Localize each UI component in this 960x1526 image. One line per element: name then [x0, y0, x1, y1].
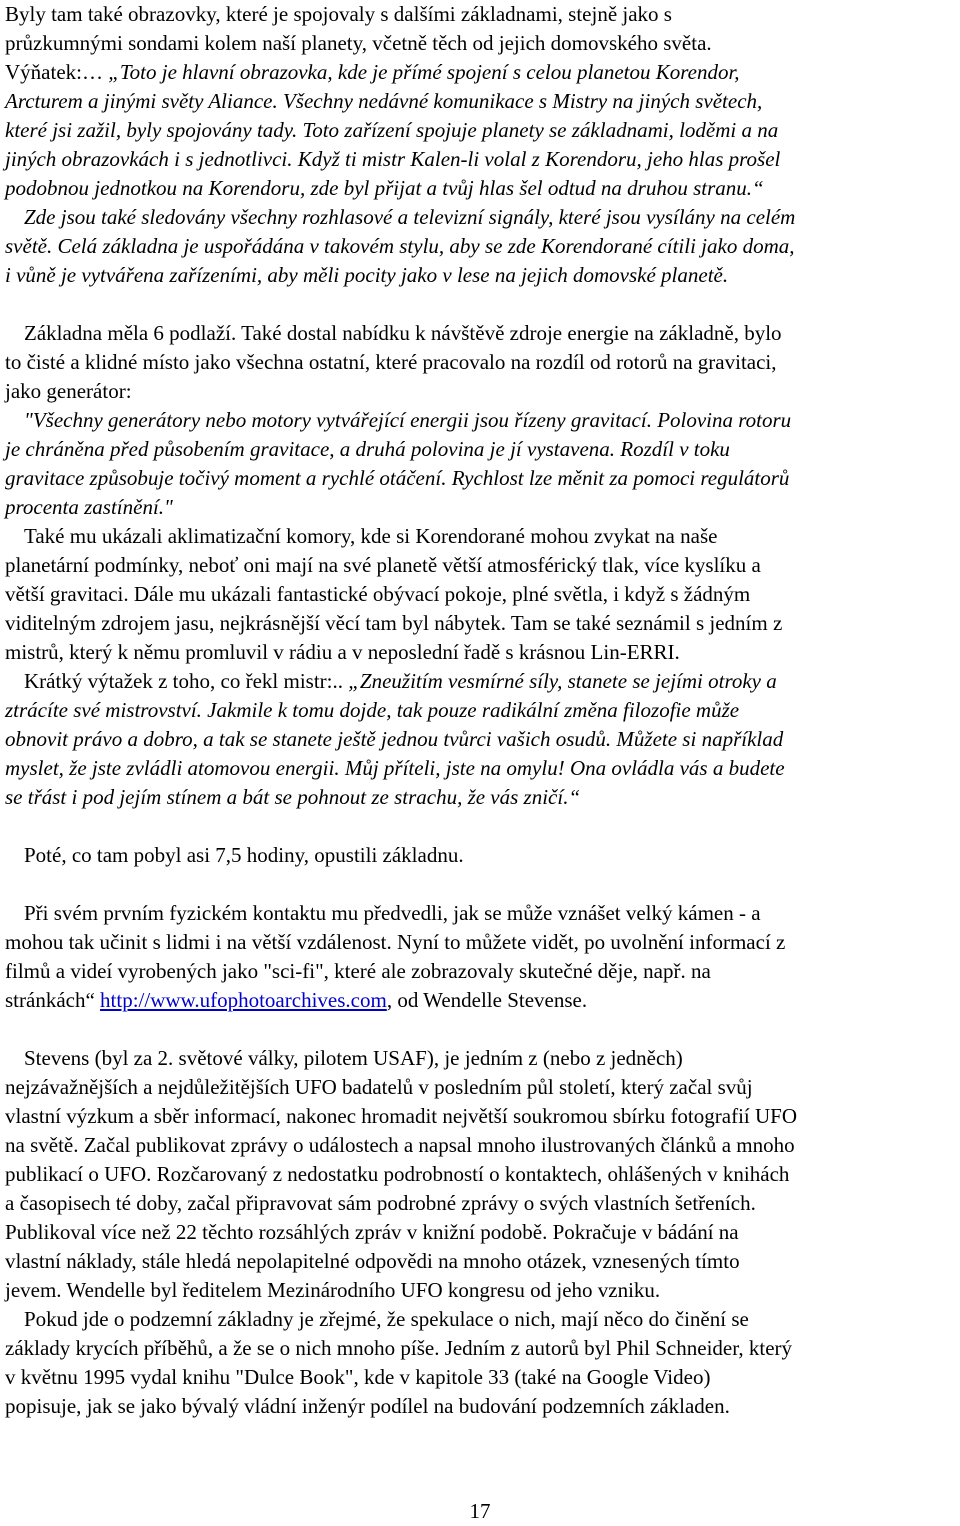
text-line: obnovit právo a dobro, a tak se stanete ještě jednou tvůrci vašich osudů. Můžete si například — [5, 727, 784, 751]
text-line: to čisté a klidné místo jako všechna ostatní, které pracovalo na rozdíl od rotorů na gravitaci, — [5, 350, 777, 374]
text-line: popisuje, jak se jako bývalý vládní inženýr podílel na budování podzemních základen. — [5, 1394, 730, 1418]
text-line: vlastní náklady, stále hledá nepolapitelné odpovědi na mnoho otázek, vznesených tímto — [5, 1249, 740, 1273]
text-line: na světě. Začal publikovat zprávy o událostech a napsal mnoho ilustrovaných článků a mnoho — [5, 1133, 795, 1157]
text-line: i vůně je vytvářena zařízeními, aby měli pocity jako v lese na jejich domovské planetě. — [5, 263, 729, 287]
text-line: Poté, co tam pobyl asi 7,5 hodiny, opustili základnu. — [24, 843, 464, 867]
text-line: vlastní výzkum a sběr informací, nakonec hromadit největší soukromou sbírku fotografií UFO — [5, 1104, 798, 1128]
text-line: publikací o UFO. Rozčarovaný z nedostatku podrobností o kontaktech, ohlášených v knihách — [5, 1162, 790, 1186]
text-line: Publikoval více než 22 těchto rozsáhlých zpráv v knižní podobě. Pokračuje v bádání na — [5, 1220, 739, 1244]
text-line: Arcturem a jinými světy Aliance. Všechny nedávné komunikace s Mistry na jiných světech, — [5, 89, 763, 113]
text-line: Při svém prvním fyzickém kontaktu mu předvedli, jak se může vznášet velký kámen - a — [24, 901, 761, 925]
text-line: ztrácíte své mistrovství. Jakmile k tomu dojde, tak pouze radikální změna filozofie může — [5, 698, 740, 722]
text-line: jevem. Wendelle byl ředitelem Mezinárodního UFO kongresu od jeho vzniku. — [5, 1278, 661, 1302]
text-line: myslet, že jste zvládli atomovou energii. Můj příteli, jste na omylu! Ona ovládla vás a budete — [5, 756, 785, 780]
text-line: v květnu 1995 vydal knihu "Dulce Book", kde v kapitole 33 (také na Google Video) — [5, 1365, 711, 1389]
text-line: Zde jsou také sledovány všechny rozhlasové a televizní signály, které jsou vysílány na celém — [24, 205, 796, 229]
text-line: Výňatek:… „Toto je hlavní obrazovka, kde je přímé spojení s celou planetou Korendor, — [5, 60, 740, 84]
quote-line: je chráněna před působením gravitace, a druhá polovina je jí vystavena. Rozdíl v toku — [5, 437, 730, 461]
text-line: mohou tak učinit s lidmi i na větší vzdálenost. Nyní to můžete vidět, po uvolnění informací z — [5, 930, 786, 954]
text-line: které jsi zažil, byly spojovány tady. Toto zařízení spojuje planety se základnami, loděmi a na — [5, 118, 779, 142]
text-line: Také mu ukázali aklimatizační komory, kde si Korendorané mohou zvykat na naše — [24, 524, 718, 548]
text-line: světě. Celá základna je uspořádána v takovém stylu, aby se zde Korendorané cítili jako doma, — [5, 234, 795, 258]
text-line: jiných obrazovkách i s jednotlivci. Když ti mistr Kalen-li volal z Korendoru, jeho hlas prošel — [5, 147, 781, 171]
text-line: větší gravitaci. Dále mu ukázali fantastické obývací pokoje, plné světla, i když s žádným — [5, 582, 751, 606]
quote-line: procenta zastínění." — [5, 495, 173, 519]
text-span: , od Wendelle Stevense. — [386, 988, 588, 1012]
text-line: viditelným zdrojem jasu, nejkrásnější věcí tam byl nábytek. Tam se také seznámil s jedním z — [5, 611, 783, 635]
text-line: Základna měla 6 podlaží. Také dostal nabídku k návštěvě zdroje energie na základně, bylo — [24, 321, 782, 345]
quote-line: gravitace způsobuje točivý moment a rychlé otáčení. Rychlost lze měnit za pomoci regulátorů — [5, 466, 790, 490]
text-line: a časopisech té doby, začal připravovat sám podrobné zprávy o svých vlastních šetřeních. — [5, 1191, 756, 1215]
text-line: Krátký výtažek z toho, co řekl mistr:.. „Zneužitím vesmírné síly, stanete se jejími otroky a — [24, 669, 777, 693]
text-line: Byly tam také obrazovky, které je spojovaly s dalšími základnami, stejně jako s — [5, 2, 672, 26]
text-line: Stevens (byl za 2. světové války, pilotem USAF), je jedním z (nebo z jedněch) — [24, 1046, 683, 1070]
text-line: průzkumnými sondami kolem naší planety, včetně těch od jejich domovského světa. — [5, 31, 712, 55]
text-span: stránkách“ — [5, 988, 101, 1012]
ufophotoarchives-link[interactable]: http://www.ufophotoarchives.com — [100, 988, 387, 1012]
text-line: planetární podmínky, neboť oni mají na své planetě větší atmosférický tlak, více kyslíku a — [5, 553, 761, 577]
text-line: Pokud jde o podzemní základny je zřejmé, že spekulace o nich, mají něco do činění se — [24, 1307, 749, 1331]
text-line: se třást i pod jejím stínem a bát se pohnout ze strachu, že vás zničí.“ — [5, 785, 581, 809]
text-line: filmů a videí vyrobených jako "sci-fi", které ale zobrazovaly skutečné děje, např. na — [5, 959, 711, 983]
text-line: jako generátor: — [5, 379, 132, 403]
text-line: podobnou jednotkou na Korendoru, zde byl přijat a tvůj hlas šel odtud na druhou stranu.“ — [5, 176, 764, 200]
text-line: mistrů, který k němu promluvil v rádiu a v neposlední řadě s krásnou Lin-ERRI. — [5, 640, 680, 664]
page-number: 17 — [469, 1499, 491, 1523]
text-line: základy krycích příběhů, a že se o nich mnoho píše. Jedním z autorů byl Phil Schneider, který — [5, 1336, 793, 1360]
text-line: nejzávažnějších a nejdůležitějších UFO badatelů v posledním půl století, který začal svůj — [5, 1075, 753, 1099]
quote-line: "Všechny generátory nebo motory vytvářející energii jsou řízeny gravitací. Polovina rotoru — [24, 408, 792, 432]
text-line — [5, 986, 587, 1015]
